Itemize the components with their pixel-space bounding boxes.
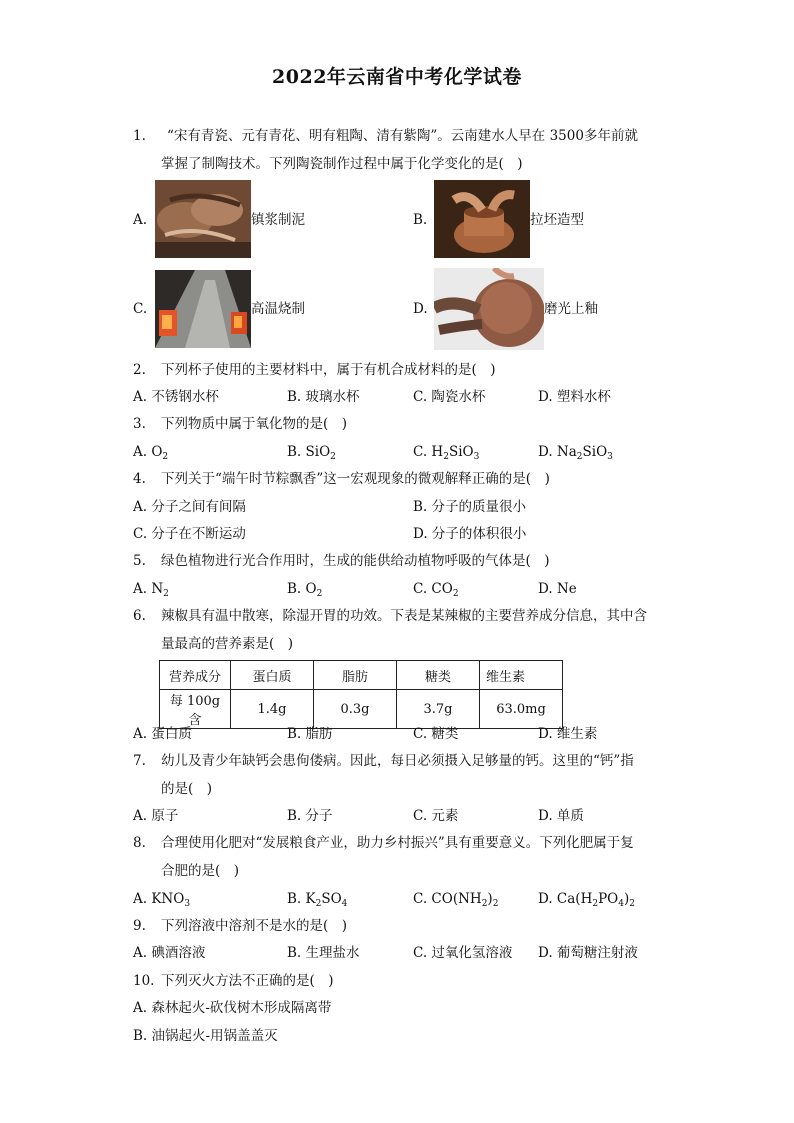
question-number: 7. bbox=[133, 753, 146, 769]
option-a: A. 原子 bbox=[133, 808, 179, 824]
option-b: B. $K_2SO_4$ bbox=[287, 891, 348, 909]
pottery-throwing-photo bbox=[434, 180, 530, 258]
option-b: B. 油锅起火-用锅盖盖灭 bbox=[133, 1028, 278, 1044]
option-a: A. 蛋白质 bbox=[133, 726, 192, 742]
option-c: C. 糖类 bbox=[413, 726, 459, 742]
option-b: B. 脂肪 bbox=[287, 726, 333, 742]
option-d: D. 维生素 bbox=[538, 726, 598, 742]
option-d-letter: D. bbox=[413, 301, 428, 317]
option-c-letter: C. bbox=[133, 301, 148, 317]
option-a: A. 碘酒溶液 bbox=[133, 945, 206, 961]
option-c: C. 过氧化氢溶液 bbox=[413, 945, 513, 961]
question-number: 10. bbox=[133, 973, 155, 989]
option-d: D. 单质 bbox=[538, 808, 584, 824]
option-d: D. $Na_2SiO_3$ bbox=[538, 444, 613, 462]
table-cell: 63.0mg bbox=[480, 690, 563, 729]
option-a: A. 森林起火-砍伐树木形成隔离带 bbox=[133, 1000, 332, 1016]
table-cell: 每 100g含 bbox=[160, 690, 231, 729]
table-header-row bbox=[160, 661, 563, 690]
table-header-cell: 营养成分 bbox=[160, 661, 231, 690]
question-text: 下列溶液中溶剂不是水的是( ) bbox=[161, 918, 348, 934]
option-a-letter: A. bbox=[133, 212, 148, 228]
question-text: 下列物质中属于氧化物的是( ) bbox=[161, 416, 348, 432]
option-c: C. $H_2SiO_3$ bbox=[413, 444, 480, 462]
question-number: 6. bbox=[133, 608, 146, 624]
option-b-label: 拉坯造型 bbox=[530, 212, 584, 228]
question-text-cont: 量最高的营养素是( ) bbox=[161, 636, 294, 652]
option-a: A. 分子之间有间隔 bbox=[133, 499, 246, 515]
question-number: 4. bbox=[133, 471, 146, 487]
option-a: A. 不锈钢水杯 bbox=[133, 389, 219, 405]
nutrition-table bbox=[159, 660, 563, 729]
question-text: 下列灭火方法不正确的是( ) bbox=[161, 973, 334, 989]
table-row bbox=[160, 690, 563, 729]
option-d: D. 分子的体积很小 bbox=[413, 526, 527, 542]
question-text: 合理使用化肥对“发展粮食产业，助力乡村振兴”具有重要意义。下列化肥属于复 bbox=[161, 835, 634, 851]
option-b-letter: B. bbox=[413, 212, 428, 228]
question-text: 幼儿及青少年缺钙会患佝偻病。因此，每日必须摄入足够量的钙。这里的“钙”指 bbox=[161, 753, 634, 769]
question-text: 辣椒具有温中散寒，除湿开胃的功效。下表是某辣椒的主要营养成分信息，其中含 bbox=[161, 608, 647, 624]
option-a: A. $N_2$ bbox=[133, 581, 169, 599]
question-text-cont: 的是( ) bbox=[161, 781, 213, 797]
question-number: 8. bbox=[133, 835, 146, 851]
question-text: 下列杯子使用的主要材料中，属于有机合成材料的是( ) bbox=[161, 362, 496, 378]
question-text-cont: 合肥的是( ) bbox=[161, 863, 240, 879]
option-c: C. 元素 bbox=[413, 808, 459, 824]
question-number: 1. bbox=[133, 128, 146, 144]
table-header-cell: 脂肪 bbox=[314, 661, 397, 690]
option-a-label: 镇浆制泥 bbox=[251, 212, 305, 228]
question-text: “宋有青瓷、元有青花、明有粗陶、清有紫陶”。云南建水人早在 3500多年前就 bbox=[167, 128, 638, 144]
option-d: D. 葡萄糖注射液 bbox=[538, 945, 638, 961]
option-d: D. $Ca(H_2PO_4)_2$ bbox=[538, 891, 635, 909]
option-c: C. 陶瓷水杯 bbox=[413, 389, 486, 405]
option-b: B. 生理盐水 bbox=[287, 945, 360, 961]
question-number: 9. bbox=[133, 918, 146, 934]
option-d: D. Ne bbox=[538, 581, 577, 597]
question-number: 2. bbox=[133, 362, 146, 378]
table-cell: 3.7g bbox=[397, 690, 480, 729]
option-a: A. $O_2$ bbox=[133, 444, 169, 462]
option-c: C. $CO_2$ bbox=[413, 581, 459, 599]
glazing-photo bbox=[434, 268, 544, 350]
option-c: C. 分子在不断运动 bbox=[133, 526, 246, 542]
option-a: A. $KNO_3$ bbox=[133, 891, 191, 909]
question-number: 3. bbox=[133, 416, 146, 432]
question-text: 绿色植物进行光合作用时，生成的能供给动植物呼吸的气体是( ) bbox=[161, 553, 550, 569]
option-d: D. 塑料水杯 bbox=[538, 389, 611, 405]
table-header-cell: 蛋白质 bbox=[231, 661, 314, 690]
table-cell: 1.4g bbox=[231, 690, 314, 729]
table-header-cell: 维生素 bbox=[480, 661, 563, 690]
question-number: 5. bbox=[133, 553, 146, 569]
option-b: B. 玻璃水杯 bbox=[287, 389, 360, 405]
kiln-firing-photo bbox=[155, 270, 251, 348]
option-b: B. $O_2$ bbox=[287, 581, 323, 599]
option-b: B. 分子 bbox=[287, 808, 333, 824]
option-d-label: 磨光上釉 bbox=[544, 301, 598, 317]
clay-kneading-photo bbox=[155, 180, 251, 258]
table-header-cell: 糖类 bbox=[397, 661, 480, 690]
table-cell: 0.3g bbox=[314, 690, 397, 729]
page-title: 2022年云南省中考化学试卷 bbox=[272, 66, 522, 88]
option-b: B. SiO$_2$ bbox=[287, 444, 336, 462]
option-c: C. $CO(NH_2)_2$ bbox=[413, 891, 499, 909]
question-text-cont: 掌握了制陶技术。下列陶瓷制作过程中属于化学变化的是( ) bbox=[161, 156, 523, 172]
option-b: B. 分子的质量很小 bbox=[413, 499, 527, 515]
question-text: 下列关于“端午时节粽飘香”这一宏观现象的微观解释正确的是( ) bbox=[161, 471, 550, 487]
option-c-label: 高温烧制 bbox=[251, 301, 305, 317]
